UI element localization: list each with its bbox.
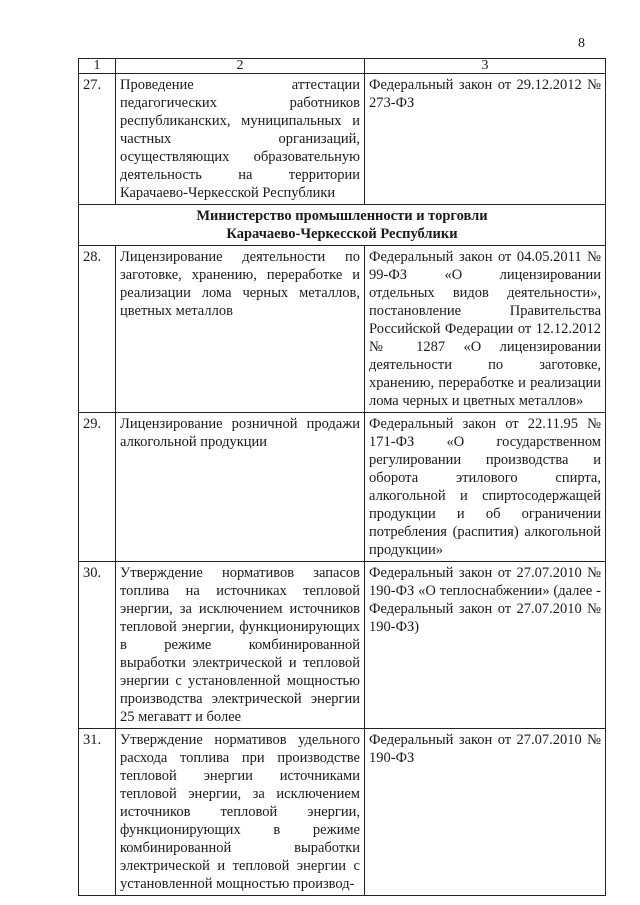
document-table — [78, 58, 606, 896]
table-row — [79, 413, 606, 562]
table-row — [79, 729, 606, 896]
row-description: Лицензирование розничной продажи алкогольной продукции — [116, 413, 365, 562]
header-col-2: 2 — [116, 59, 365, 74]
header-col-3: 3 — [365, 59, 606, 74]
table-row — [79, 74, 606, 205]
table-row — [79, 246, 606, 413]
row-number: 31. — [79, 729, 116, 896]
row-legal-basis: Федеральный закон от 22.11.95 № 171-ФЗ «О государственном регулировании производства и оборота этилового спирта, алкогольной и спиртосодержащей продукции и об ограничении потребления (распития) алкогольной продукции» — [365, 413, 606, 562]
row-number: 27. — [79, 74, 116, 205]
row-legal-basis: Федеральный закон от 29.12.2012 № 273-ФЗ — [365, 74, 606, 205]
row-legal-basis: Федеральный закон от 04.05.2011 № 99-ФЗ «О лицензировании отдельных видов деятельности», постановление Правительства Российской Федерации от 12.12.2012 № 1287 «О лицензировании деятельности по заготовке, хранению, переработке и реализации лома черных и цветных металлов» — [365, 246, 606, 413]
header-col-1: 1 — [79, 59, 116, 74]
section-row — [79, 205, 606, 246]
row-number: 30. — [79, 562, 116, 729]
row-number: 28. — [79, 246, 116, 413]
section-heading-line-1: Министерство промышленности и торговли — [196, 208, 488, 224]
row-description: Лицензирование деятельности по заготовке, хранению, переработке и реализации лома черных металлов, цветных металлов — [116, 246, 365, 413]
section-heading — [79, 205, 606, 246]
row-number: 29. — [79, 413, 116, 562]
table-header-row — [79, 59, 606, 74]
row-description: Утверждение нормативов удельного расхода топлива при производстве тепловой энергии источниками тепловой энергии, за исключением источников тепловой энергии, функционирующих в режиме комбинированной выработки электрической и тепловой энергии с установленной мощностью производ- — [116, 729, 365, 896]
table-row — [79, 562, 606, 729]
row-legal-basis: Федеральный закон от 27.07.2010 № 190-ФЗ «О теплоснабжении» (далее - Федеральный закон от 27.07.2010 № 190-ФЗ) — [365, 562, 606, 729]
row-legal-basis: Федеральный закон от 27.07.2010 № 190-ФЗ — [365, 729, 606, 896]
row-description: Проведение аттестации педагогических работников республиканских, муниципальных и частных организаций, осуществляющих образовательную деятельность на территории Карачаево-Черкесской Республики — [116, 74, 365, 205]
row-description: Утверждение нормативов запасов топлива на источниках тепловой энергии, за исключением источников тепловой энергии, функционирующих в режиме комбинированной выработки электрической и тепловой энергии с установленной мощностью производства электрической энергии 25 мегаватт и более — [116, 562, 365, 729]
page-number: 8 — [578, 36, 585, 51]
section-heading-line-2: Карачаево-Черкесской Республики — [226, 226, 458, 242]
